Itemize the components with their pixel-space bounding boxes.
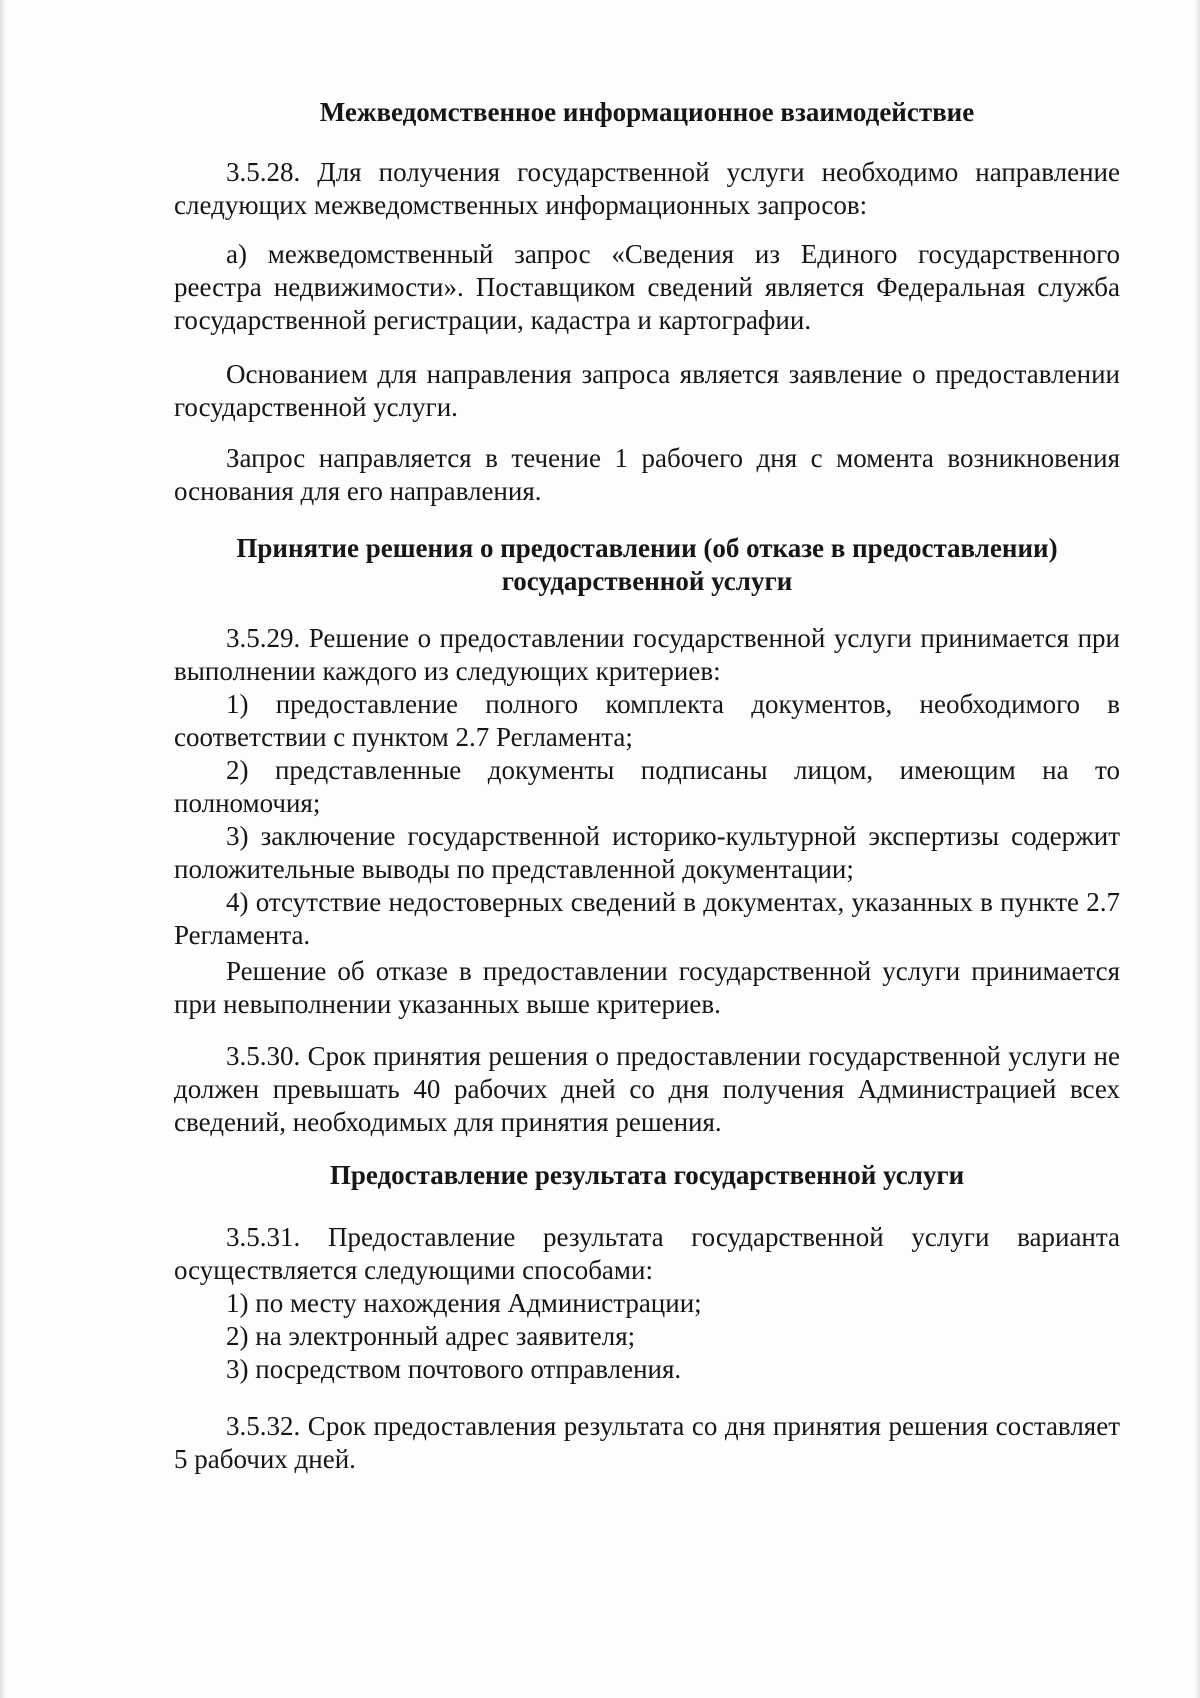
criteria-item-4: 4) отсутствие недостоверных сведений в документах, указанных в пункте 2.7 Регламента.	[174, 887, 1120, 950]
section-heading-result: Предоставление результата государственной услуги	[329, 1160, 965, 1190]
paragraph-refusal: Решение об отказе в предоставлении государственной услуги принимается при невыполнении указанных выше критериев.	[174, 956, 1120, 1019]
scan-edge-left	[0, 0, 6, 1698]
section-heading-decision-line2: государственной услуги	[501, 566, 793, 596]
criteria-list	[174, 688, 1120, 952]
methods-list	[174, 1287, 1120, 1386]
criteria-item-3: 3) заключение государственной историко-культурной экспертизы содержит положительные выводы по представленной документации;	[174, 821, 1120, 884]
paragraph-3-5-31: 3.5.31. Предоставление результата государственной услуги варианта осуществляется следующими способами:	[174, 1222, 1120, 1285]
method-item-1: 1) по месту нахождения Администрации;	[226, 1288, 702, 1318]
paragraph-request-a: а) межведомственный запрос «Сведения из Единого государственного реестра недвижимости». Поставщиком сведений является Федеральная служба государственной регистрации, кадастра и картографии.	[174, 239, 1120, 335]
section-heading-decision	[174, 532, 1120, 598]
scan-edge-right	[1194, 0, 1200, 1698]
paragraph-request-timing: Запрос направляется в течение 1 рабочего дня с момента возникновения основания для его направления.	[174, 443, 1120, 506]
paragraph-3-5-28: 3.5.28. Для получения государственной услуги необходимо направление следующих межведомственных информационных запросов:	[174, 157, 1120, 220]
method-item-2: 2) на электронный адрес заявителя;	[226, 1321, 636, 1351]
paragraph-3-5-30: 3.5.30. Срок принятия решения о предоставлении государственной услуги не должен превышать 40 рабочих дней со дня получения Администрацией всех сведений, необходимых для принятия решения.	[174, 1041, 1120, 1137]
paragraph-request-basis: Основанием для направления запроса является заявление о предоставлении государственной услуги.	[174, 359, 1120, 422]
criteria-item-1: 1) предоставление полного комплекта документов, необходимого в соответствии с пунктом 2.7 Регламента;	[174, 689, 1120, 752]
criteria-item-2: 2) представленные документы подписаны лицом, имеющим на то полномочия;	[174, 755, 1120, 818]
section-heading-interagency: Межведомственное информационное взаимодействие	[319, 97, 975, 127]
method-item-3: 3) посредством почтового отправления.	[226, 1354, 682, 1384]
section-heading-decision-line1: Принятие решения о предоставлении (об отказе в предоставлении)	[236, 533, 1058, 563]
paragraph-3-5-32: 3.5.32. Срок предоставления результата со дня принятия решения составляет 5 рабочих дней.	[174, 1411, 1120, 1474]
paragraph-3-5-29: 3.5.29. Решение о предоставлении государственной услуги принимается при выполнении каждого из следующих критериев:	[174, 623, 1120, 686]
